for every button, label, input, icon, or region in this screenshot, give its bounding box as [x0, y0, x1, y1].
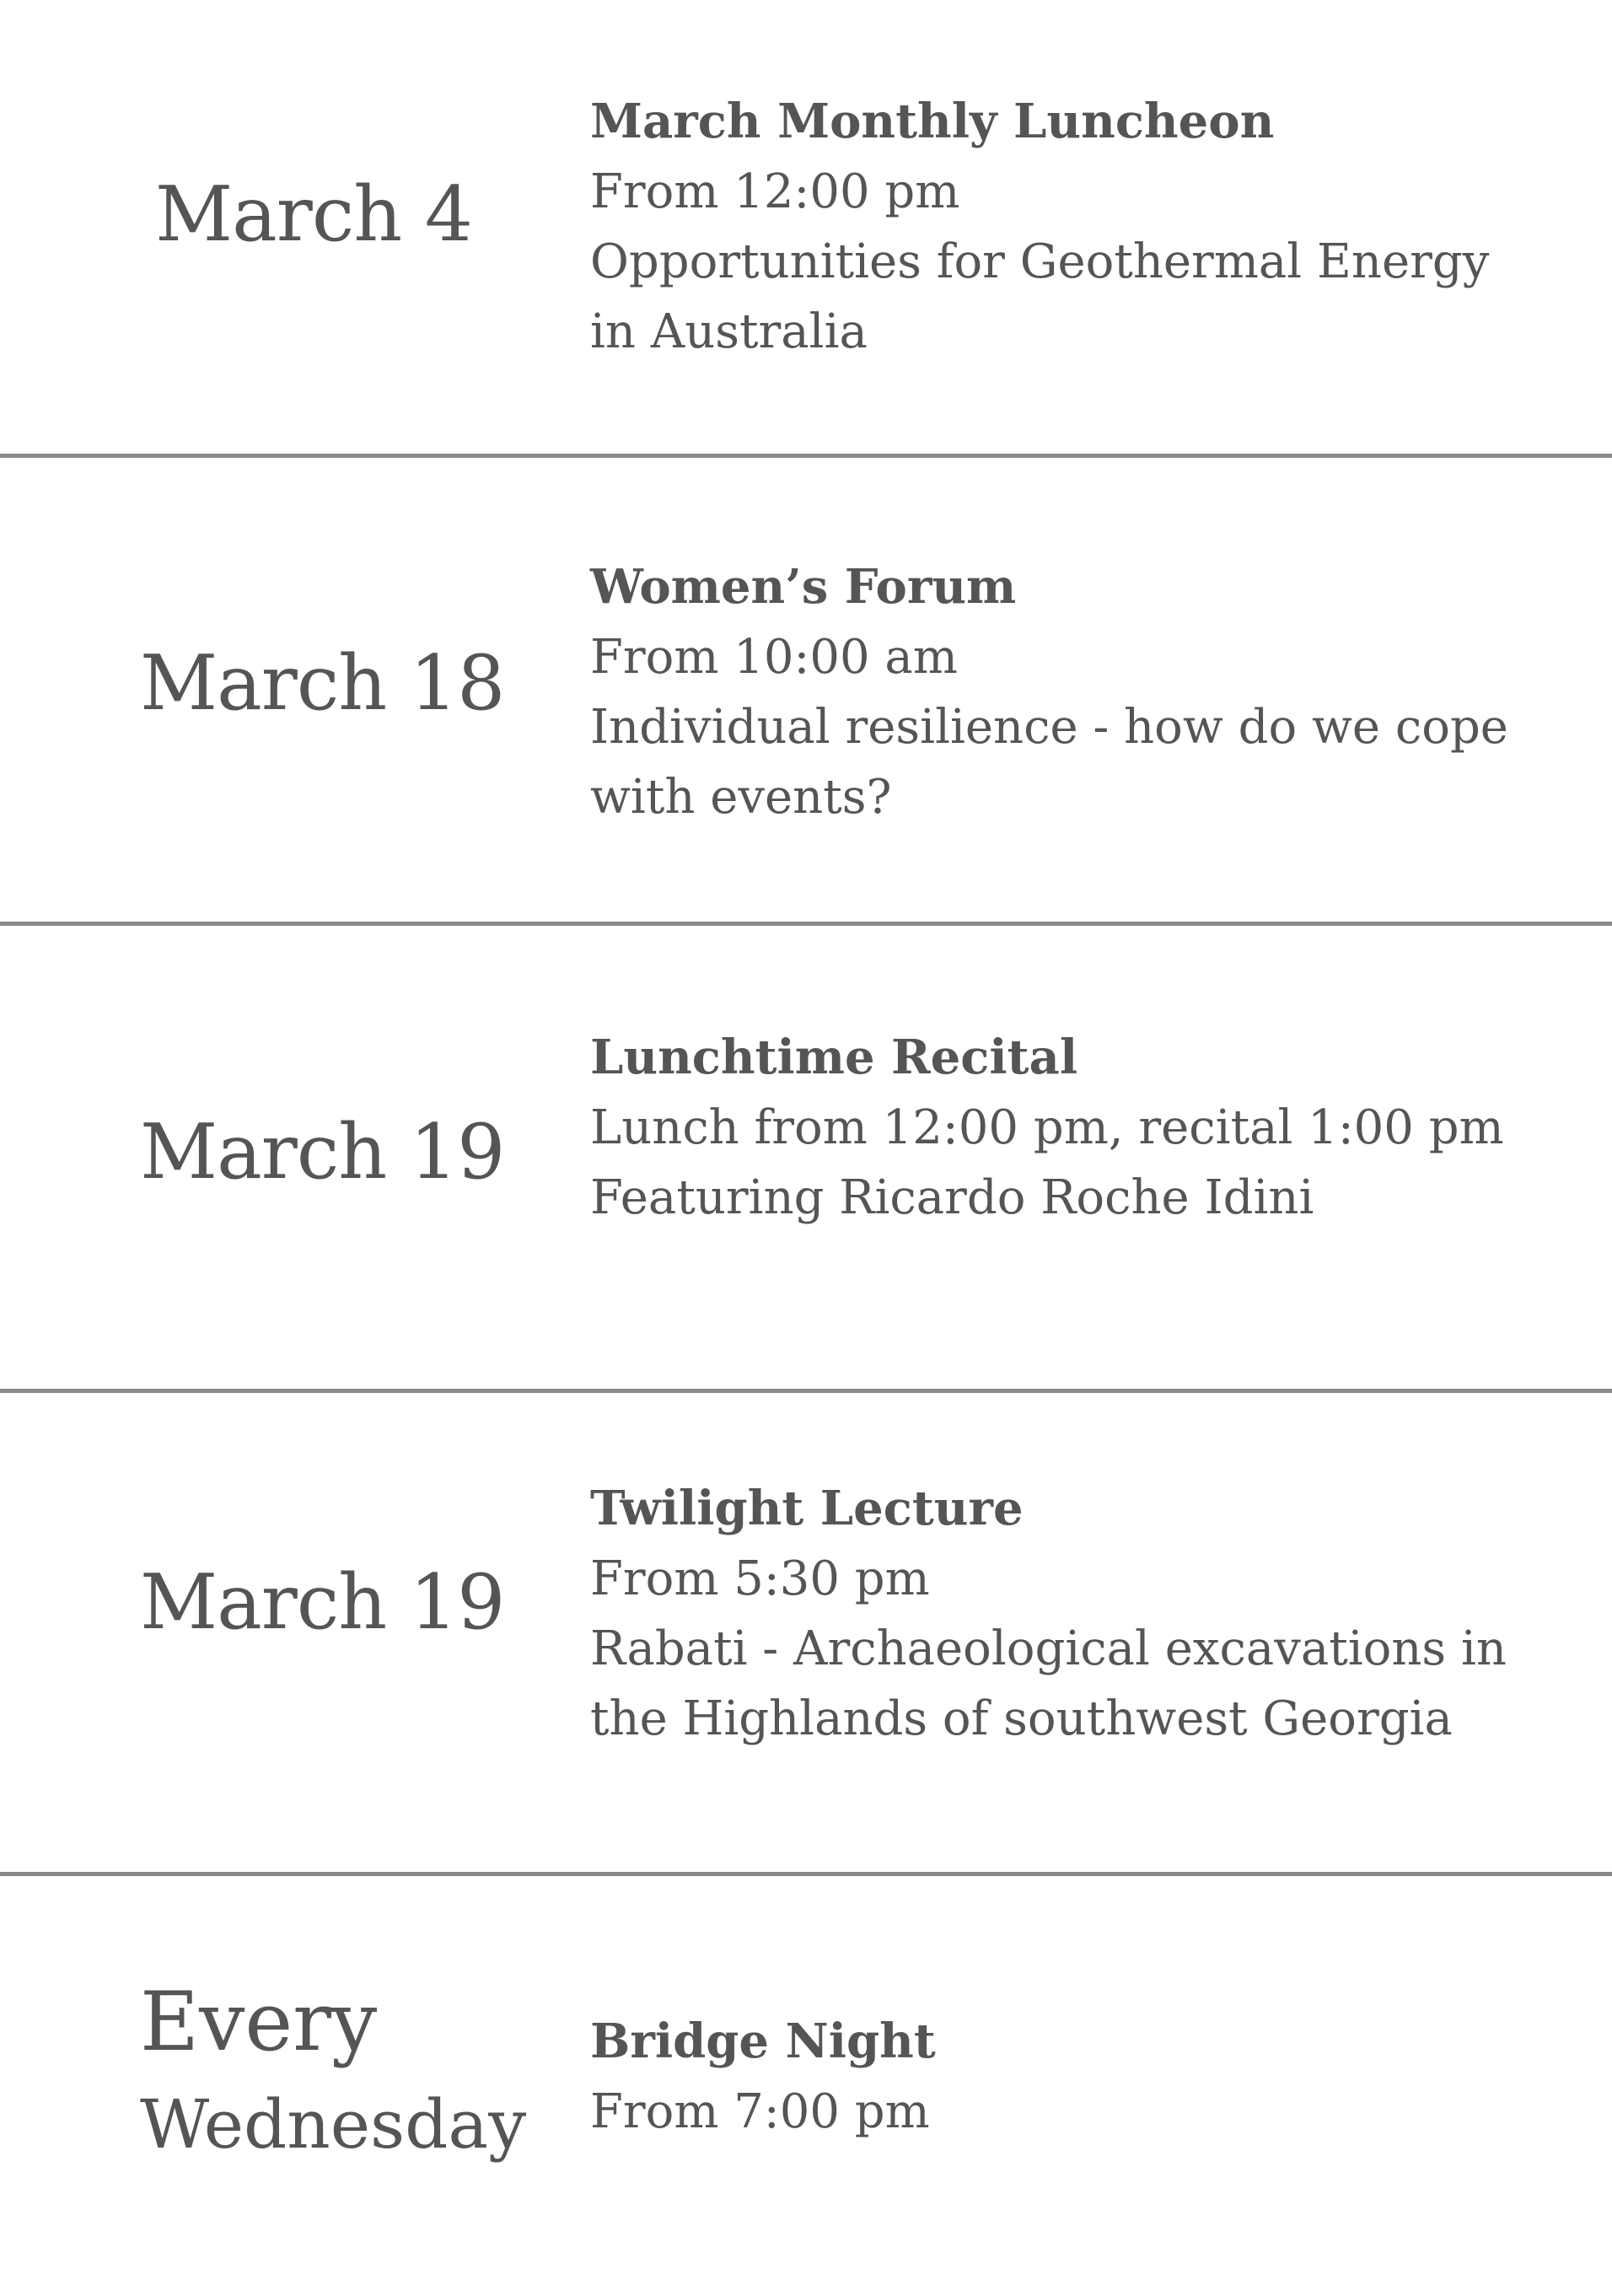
divider [0, 922, 1612, 926]
event-description-line: Individual resilience - how do we cope [590, 700, 1508, 755]
event-time: From 5:30 pm [590, 1551, 930, 1606]
event-title: Twilight Lecture [590, 1481, 1024, 1536]
event-description-line: the Highlands of southwest Georgia [590, 1691, 1453, 1746]
event-time: From 7:00 pm [590, 2084, 930, 2139]
event-time: From 10:00 am [590, 630, 958, 685]
event-title: Women’s Forum [590, 559, 1017, 615]
event-details [590, 87, 1568, 367]
event-description-line: Featuring Ricardo Roche Idini [590, 1170, 1314, 1225]
event-details [590, 1474, 1568, 1754]
event-time: Lunch from 12:00 pm, recital 1:00 pm [590, 1100, 1504, 1155]
divider [0, 1872, 1612, 1876]
event-date-line1: Every [140, 1975, 378, 2069]
event-title: Lunchtime Recital [590, 1030, 1078, 1085]
event-description-line: in Australia [590, 304, 868, 359]
event-date-line2: Wednesday [140, 2085, 527, 2164]
event-date: March 19 [140, 1558, 505, 1647]
event-description-line: Rabati - Archaeological excavations in [590, 1621, 1507, 1676]
event-date: March 4 [155, 170, 473, 259]
event-title: March Monthly Luncheon [590, 94, 1275, 149]
event-title: Bridge Night [590, 2014, 936, 2069]
event-time: From 12:00 pm [590, 164, 960, 219]
event-details [590, 2007, 1568, 2147]
event-details [590, 1023, 1568, 1233]
event-description-line: with events? [590, 770, 892, 825]
event-date: March 19 [140, 1108, 505, 1196]
divider [0, 454, 1612, 458]
event-date: March 18 [140, 639, 505, 728]
divider [0, 1389, 1612, 1393]
event-details [590, 552, 1568, 832]
event-description-line: Opportunities for Geothermal Energy [590, 234, 1490, 289]
